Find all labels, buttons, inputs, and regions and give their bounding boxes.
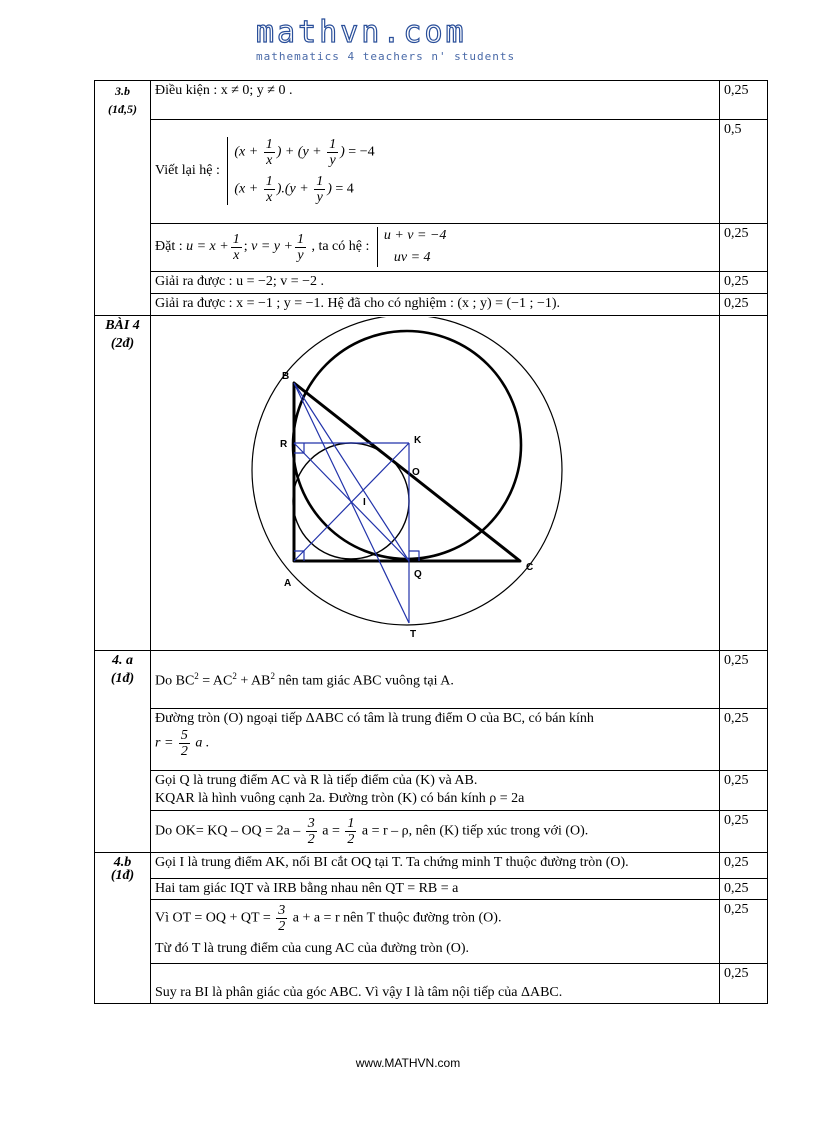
label-i: I: [363, 496, 366, 508]
row-score: 0,25: [720, 708, 768, 770]
logo-tagline: mathematics 4 teachers n' students: [256, 50, 516, 63]
row-score: 0,25: [720, 293, 768, 315]
table-row: [95, 708, 768, 770]
section-label: 3.b (1đ,5): [95, 81, 151, 120]
label-c: C: [526, 561, 534, 573]
row-content: Do OK= KQ – OQ = 2a – $\frac{3}{2}$ a = $\frac{1}{2}$ a = r – ρ, nên (K) tiếp xúc trong với (O).: [151, 810, 720, 852]
row-content: Đặt : u = x + $\frac{1}{x}$ ; v = y + $\frac{1}{y}$ , ta có hệ : u + v = −4 uv = 4: [151, 223, 720, 271]
table-row: [95, 963, 768, 1003]
row-content: Điều kiện : x ≠ 0; y ≠ 0 .: [151, 81, 720, 120]
row-score: 0,5: [720, 119, 768, 223]
row-score: 0,25: [720, 81, 768, 120]
section-label: 4. a (1đ): [95, 650, 151, 708]
equation-system: (x + $\frac{1}{x}$ ) + (y + $\frac{1}{y}$ ) = −4 (x + $\frac{1}{x}$ ).(y + $\frac{1}{y}$ ) = 4: [227, 137, 374, 205]
row-score: 0,25: [720, 852, 768, 878]
row-content: Hai tam giác IQT và IRB bằng nhau nên QT = RB = a: [151, 878, 720, 899]
label-b: B: [282, 370, 290, 382]
row-score: 0,25: [720, 810, 768, 852]
table-row: [95, 223, 768, 271]
row-score: 0,25: [720, 899, 768, 963]
row-content: Vì OT = OQ + QT = $\frac{3}{2}$ a + a = r nên T thuộc đường tròn (O). Từ đó T là trung điểm của cung AC của đường tròn (O).: [151, 899, 720, 963]
solution-table: [94, 80, 768, 1004]
row-content: Giải ra được : x = −1 ; y = −1. Hệ đã cho có nghiệm : (x ; y) = (−1 ; −1).: [151, 293, 720, 315]
row-content: Gọi I là trung điểm AK, nối BI cắt OQ tại T. Ta chứng minh T thuộc đường tròn (O).: [151, 852, 720, 878]
section-label: 4.b: [95, 852, 151, 878]
table-row: (1đ) Hai tam giác IQT và IRB bằng nhau nên QT = RB = a 0,25: [95, 878, 768, 899]
row-content: Viết lại hệ : (x + $\frac{1}{x}$ ) + (y + $\frac{1}{y}$ ) = −4 (x + $\frac{1}{x}$ ).(y + $\frac{1}{y}$ ) = 4: [151, 119, 720, 223]
table-row: [95, 293, 768, 315]
label-r: R: [280, 438, 288, 450]
row-score: 0,25: [720, 963, 768, 1003]
logo-wordmark: mathvn.com: [256, 15, 467, 50]
site-logo: [256, 15, 566, 64]
table-row: [95, 81, 768, 120]
table-row: [95, 119, 768, 223]
table-row: [95, 810, 768, 852]
row-content: Đường tròn (O) ngoại tiếp ΔABC có tâm là trung điểm O của BC, có bán kính r = $\frac{5}{2}$ a .: [151, 708, 720, 770]
row-content: Do $BC^2 = AC^2 + AB^2$ nên tam giác ABC vuông tại A.: [151, 650, 720, 708]
table-row: [95, 315, 768, 650]
section-label: BÀI 4 (2đ): [95, 315, 151, 650]
row-score: 0,25: [720, 271, 768, 293]
row-score: 0,25: [720, 878, 768, 899]
label-a: A: [284, 577, 292, 589]
row-score: 0,25: [720, 223, 768, 271]
row-content: Giải ra được : u = −2; v = −2 .: [151, 271, 720, 293]
page-footer: www.MATHVN.com: [355, 1056, 461, 1070]
label-q: Q: [414, 568, 422, 580]
table-row: [95, 650, 768, 708]
row-content: Suy ra BI là phân giác của góc ABC. Vì vậy I là tâm nội tiếp của ΔABC.: [151, 963, 720, 1003]
triangle-abc: [294, 383, 520, 561]
row-score: 0,25: [720, 770, 768, 810]
row-content: Gọi Q là trung điểm AC và R là tiếp điểm của (K) và AB. KQAR là hình vuông cạnh 2a. Đường tròn (K) có bán kính ρ = 2a: [151, 770, 720, 810]
table-row: [95, 899, 768, 963]
row-score: 0,25: [720, 650, 768, 708]
table-row: [95, 770, 768, 810]
label-k: K: [414, 434, 422, 446]
table-row: [95, 271, 768, 293]
geometry-figure: [155, 317, 715, 643]
figure-cell: [151, 315, 720, 650]
table-row: [95, 852, 768, 878]
label-o: O: [412, 466, 420, 478]
label-t: T: [410, 628, 417, 640]
